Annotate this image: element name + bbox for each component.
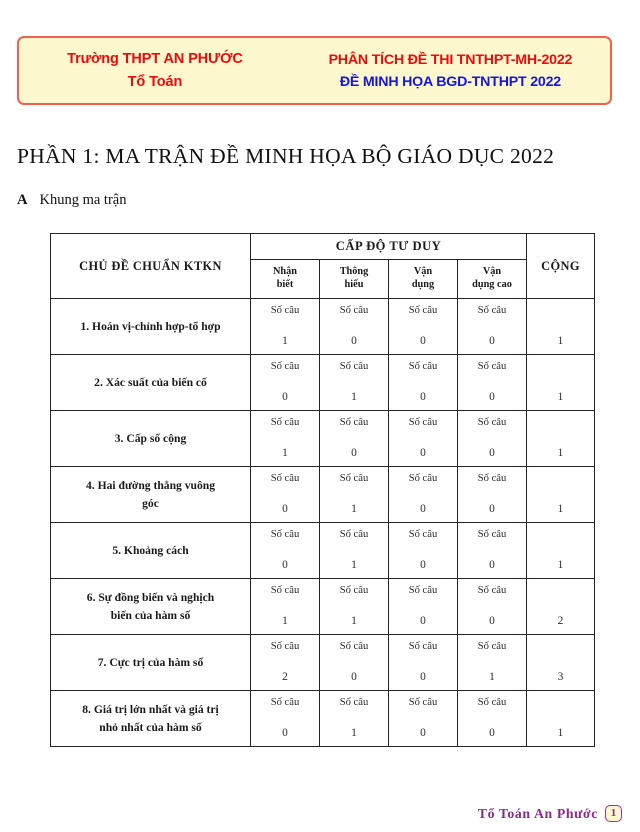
count-label: Số câu — [339, 473, 369, 484]
count-label: Số câu — [408, 361, 438, 372]
exam-matrix-table — [50, 233, 595, 747]
row-topic-line: biến của hàm số — [110, 608, 191, 622]
row-topic — [51, 635, 251, 691]
row-count-cell — [320, 355, 389, 411]
count-label: Số câu — [408, 529, 438, 540]
header-level-line-2: dụng cao — [472, 279, 512, 290]
row-topic-line: 4. Hai đường thẳng vuông — [85, 479, 216, 493]
row-count-cell — [389, 691, 458, 747]
header-banner — [17, 36, 612, 105]
count-label: Số câu — [408, 641, 438, 652]
row-total-value: 2 — [557, 615, 564, 627]
row-count-cell — [458, 691, 527, 747]
row-total-cell — [527, 467, 595, 523]
row-count-cell — [389, 355, 458, 411]
row-count-cell — [320, 523, 389, 579]
document-identity — [291, 49, 610, 93]
row-topic — [51, 691, 251, 747]
row-count-cell — [251, 579, 320, 635]
row-total-cell — [527, 635, 595, 691]
count-label: Số câu — [477, 417, 507, 428]
count-label: Số câu — [477, 697, 507, 708]
table-row — [51, 355, 595, 411]
table-row — [51, 299, 595, 355]
header-level-line-2: hiểu — [344, 279, 364, 290]
header-level-nhan-biet — [251, 260, 320, 299]
count-value: 1 — [351, 615, 357, 627]
count-label: Số câu — [270, 305, 300, 316]
count-label: Số câu — [339, 697, 369, 708]
page-footer — [478, 805, 622, 822]
row-count-cell — [320, 635, 389, 691]
count-value: 0 — [489, 559, 495, 571]
row-topic — [51, 467, 251, 523]
header-level-line-2: dụng — [411, 279, 435, 290]
count-value: 1 — [282, 447, 288, 459]
count-value: 0 — [420, 335, 426, 347]
count-value: 1 — [351, 391, 357, 403]
count-value: 0 — [351, 447, 357, 459]
count-value: 0 — [282, 391, 288, 403]
row-count-cell — [320, 411, 389, 467]
count-label: Số câu — [339, 305, 369, 316]
row-total-value: 1 — [557, 727, 564, 739]
count-value: 0 — [420, 615, 426, 627]
count-label: Số câu — [270, 585, 300, 596]
count-value: 0 — [351, 335, 357, 347]
count-label: Số câu — [477, 305, 507, 316]
row-count-cell — [320, 467, 389, 523]
footer-text: Tổ Toán An Phước — [477, 805, 598, 821]
header-level-van-dung — [389, 260, 458, 299]
count-value: 1 — [282, 615, 288, 627]
row-count-cell — [320, 299, 389, 355]
document-title-line1: PHÂN TÍCH ĐỀ THI TNTHPT-MH-2022 — [328, 51, 573, 68]
department-name: Tổ Toán — [127, 73, 183, 90]
row-count-cell — [251, 467, 320, 523]
table-row — [51, 635, 595, 691]
header-level-line-1: Nhận — [272, 266, 298, 278]
row-total-cell — [527, 691, 595, 747]
count-value: 0 — [489, 727, 495, 739]
header-level-line-2: biết — [276, 279, 294, 290]
page-number-badge: 1 — [605, 805, 622, 822]
count-label: Số câu — [408, 585, 438, 596]
row-count-cell — [458, 411, 527, 467]
row-count-cell — [458, 355, 527, 411]
row-topic — [51, 523, 251, 579]
count-label: Số câu — [477, 473, 507, 484]
row-count-cell — [251, 299, 320, 355]
row-total-cell — [527, 299, 595, 355]
row-count-cell — [458, 299, 527, 355]
count-label: Số câu — [477, 585, 507, 596]
count-label: Số câu — [408, 697, 438, 708]
count-value: 0 — [420, 447, 426, 459]
header-total: CỘNG — [527, 234, 595, 299]
count-value: 0 — [282, 727, 288, 739]
row-count-cell — [458, 523, 527, 579]
count-value: 0 — [489, 615, 495, 627]
row-count-cell — [320, 579, 389, 635]
count-label: Số câu — [408, 305, 438, 316]
document-title-line2: ĐỀ MINH HỌA BGD-TNTHPT 2022 — [339, 73, 561, 90]
count-value: 1 — [489, 671, 495, 683]
row-topic-line: nhỏ nhất của hàm số — [99, 720, 202, 734]
count-value: 0 — [420, 671, 426, 683]
table-row — [51, 467, 595, 523]
count-value: 0 — [282, 559, 288, 571]
row-total-cell — [527, 411, 595, 467]
row-topic-line: góc — [142, 496, 159, 510]
header-level-line-1: Vận — [413, 266, 433, 278]
table-row — [51, 411, 595, 467]
row-total-cell — [527, 355, 595, 411]
row-total-value: 1 — [557, 503, 564, 515]
row-topic — [51, 579, 251, 635]
row-count-cell — [458, 579, 527, 635]
table-header-row-1 — [51, 234, 595, 260]
count-value: 0 — [489, 447, 495, 459]
row-topic-line: 6. Sự đồng biến và nghịch — [86, 591, 215, 605]
row-topic-line: 7. Cực trị của hàm số — [97, 655, 204, 669]
count-label: Số câu — [270, 529, 300, 540]
table-row — [51, 691, 595, 747]
row-total-cell — [527, 523, 595, 579]
row-topic-line: 3. Cấp số cộng — [114, 431, 187, 445]
count-label: Số câu — [270, 417, 300, 428]
row-topic — [51, 355, 251, 411]
count-label: Số câu — [477, 361, 507, 372]
section-letter: A — [17, 192, 28, 208]
row-count-cell — [389, 635, 458, 691]
count-label: Số câu — [339, 529, 369, 540]
row-total-value: 1 — [557, 391, 564, 403]
row-count-cell — [458, 467, 527, 523]
row-topic-line: 2. Xác suất của biến cố — [94, 375, 207, 389]
table-body — [51, 299, 595, 747]
count-label: Số câu — [270, 641, 300, 652]
row-topic-line: 1. Hoán vị-chỉnh hợp-tổ hợp — [80, 319, 221, 333]
count-value: 0 — [282, 503, 288, 515]
row-count-cell — [389, 299, 458, 355]
count-value: 1 — [351, 559, 357, 571]
count-value: 0 — [420, 727, 426, 739]
row-count-cell — [389, 411, 458, 467]
school-identity — [19, 48, 291, 93]
count-label: Số câu — [339, 417, 369, 428]
count-value: 1 — [351, 727, 357, 739]
header-thinking-level-group: CẤP ĐỘ TƯ DUY — [251, 234, 527, 260]
matrix-table-container — [50, 233, 586, 747]
count-label: Số câu — [339, 361, 369, 372]
school-name: Trường THPT AN PHƯỚC — [67, 51, 243, 68]
row-total-cell — [527, 579, 595, 635]
count-label: Số câu — [477, 529, 507, 540]
count-value: 2 — [282, 671, 288, 683]
count-value: 0 — [489, 335, 495, 347]
row-count-cell — [251, 411, 320, 467]
count-label: Số câu — [270, 361, 300, 372]
row-topic — [51, 411, 251, 467]
table-row — [51, 523, 595, 579]
count-label: Số câu — [270, 697, 300, 708]
section-title: Khung ma trận — [39, 192, 127, 208]
count-value: 0 — [489, 503, 495, 515]
row-count-cell — [320, 691, 389, 747]
row-total-value: 1 — [557, 335, 564, 347]
row-total-value: 1 — [557, 559, 564, 571]
row-total-value: 1 — [557, 447, 564, 459]
row-topic-line: 8. Giá trị lớn nhất và giá trị — [82, 703, 219, 717]
count-value: 1 — [351, 503, 357, 515]
page-title: PHẦN 1: MA TRẬN ĐỀ MINH HỌA BỘ GIÁO DỤC 2022 — [17, 144, 555, 168]
count-label: Số câu — [339, 641, 369, 652]
row-count-cell — [251, 523, 320, 579]
header-level-thong-hieu — [320, 260, 389, 299]
count-value: 0 — [420, 559, 426, 571]
row-count-cell — [389, 579, 458, 635]
count-value: 0 — [351, 671, 357, 683]
count-value: 1 — [282, 335, 288, 347]
count-label: Số câu — [270, 473, 300, 484]
count-label: Số câu — [408, 473, 438, 484]
row-count-cell — [389, 467, 458, 523]
table-head — [51, 234, 595, 299]
count-value: 0 — [420, 503, 426, 515]
header-level-line-1: Thông — [339, 266, 369, 278]
row-count-cell — [458, 635, 527, 691]
row-count-cell — [251, 355, 320, 411]
row-topic — [51, 299, 251, 355]
count-value: 0 — [420, 391, 426, 403]
row-total-value: 3 — [557, 671, 564, 683]
table-row — [51, 579, 595, 635]
row-count-cell — [251, 691, 320, 747]
count-label: Số câu — [477, 641, 507, 652]
row-count-cell — [389, 523, 458, 579]
header-topic: CHỦ ĐỀ CHUẨN KTKN — [51, 234, 251, 299]
row-topic-line: 5. Khoảng cách — [112, 543, 189, 557]
count-label: Số câu — [339, 585, 369, 596]
section-heading — [17, 192, 126, 209]
count-value: 0 — [489, 391, 495, 403]
row-count-cell — [251, 635, 320, 691]
count-label: Số câu — [408, 417, 438, 428]
header-level-van-dung-cao — [458, 260, 527, 299]
header-level-line-1: Vận — [482, 266, 502, 278]
